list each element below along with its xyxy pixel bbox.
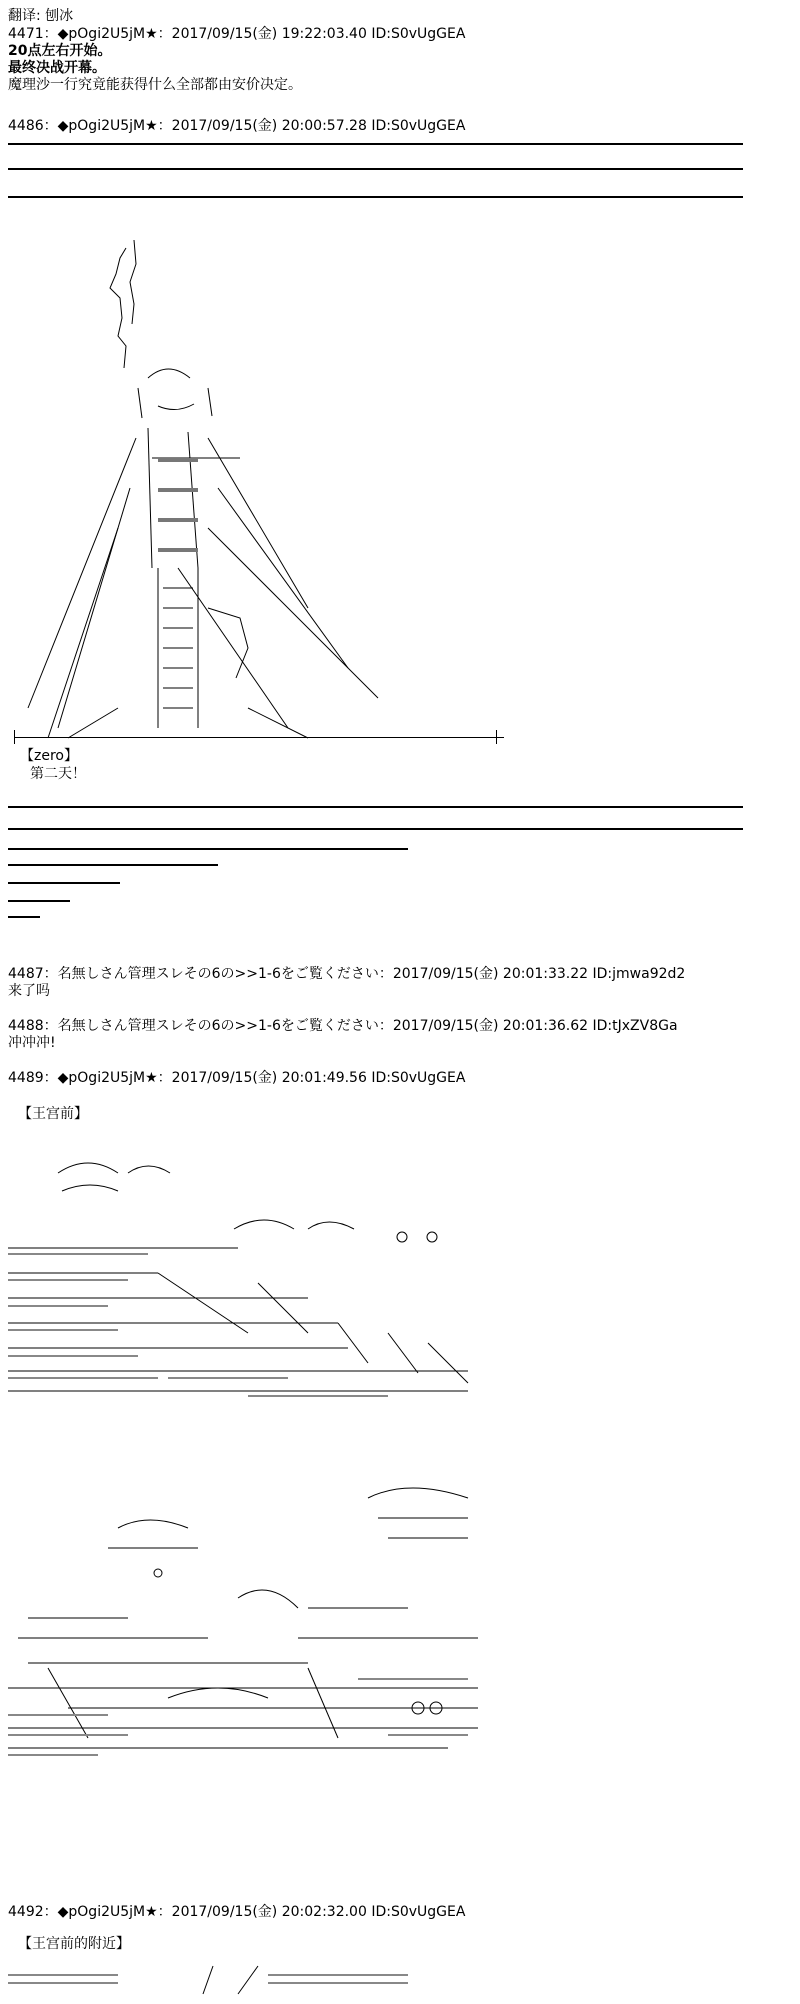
divider-rule — [8, 196, 743, 198]
post-meta-4489: 4489：◆pOgi2U5jM★：2017/09/15(金) 20:01:49.56 ID:S0vUgGEA — [8, 1070, 466, 1086]
ascii-art-figure — [8, 228, 428, 748]
post-line: 来了吗 — [8, 983, 50, 999]
baseline-tick — [496, 730, 497, 744]
divider-rule — [8, 828, 743, 830]
ascii-art-crowd-scene — [8, 1133, 478, 1433]
caption-tag: 【zero】 — [20, 748, 78, 764]
caption-tag: 【王宫前】 — [18, 1106, 88, 1122]
baseline-tick — [14, 730, 15, 744]
post-meta-4488: 4488：名無しさん管理スレその6の>>1-6をご覧ください：2017/09/15(金) 20:01:36.62 ID:tJxZV8Ga — [8, 1018, 678, 1034]
post-meta-4471: 4471：◆pOgi2U5jM★：2017/09/15(金) 19:22:03.40 ID:S0vUgGEA — [8, 26, 466, 42]
translator-credit: 翻译: 刨冰 — [8, 8, 74, 24]
divider-rule — [8, 848, 408, 850]
scene-baseline — [14, 737, 504, 738]
caption-tag: 【王宫前的附近】 — [18, 1936, 130, 1952]
post-meta-4487: 4487：名無しさん管理スレその6の>>1-6をご覧ください：2017/09/15(金) 20:01:33.22 ID:jmwa92d2 — [8, 966, 686, 982]
divider-rule — [8, 143, 743, 145]
post-line: 20点左右开始。 — [8, 43, 112, 59]
post-line: 最终决战开幕。 — [8, 60, 106, 76]
divider-rule — [8, 864, 218, 866]
post-line: 冲冲冲! — [8, 1035, 56, 1051]
post-meta-4486: 4486：◆pOgi2U5jM★：2017/09/15(金) 20:00:57.28 ID:S0vUgGEA — [8, 118, 466, 134]
caption-text: 第二天！ — [30, 766, 86, 782]
divider-rule — [8, 882, 120, 884]
divider-rule — [8, 916, 40, 918]
post-meta-4492: 4492：◆pOgi2U5jM★：2017/09/15(金) 20:02:32.00 ID:S0vUgGEA — [8, 1904, 466, 1920]
divider-rule — [8, 900, 70, 902]
divider-rule — [8, 168, 743, 170]
divider-rule — [8, 806, 743, 808]
ascii-art-group-scene — [8, 1478, 488, 1778]
post-line: 魔理沙一行究竟能获得什么全部都由安价决定。 — [8, 77, 302, 93]
ascii-art-fragment — [8, 1964, 428, 2004]
